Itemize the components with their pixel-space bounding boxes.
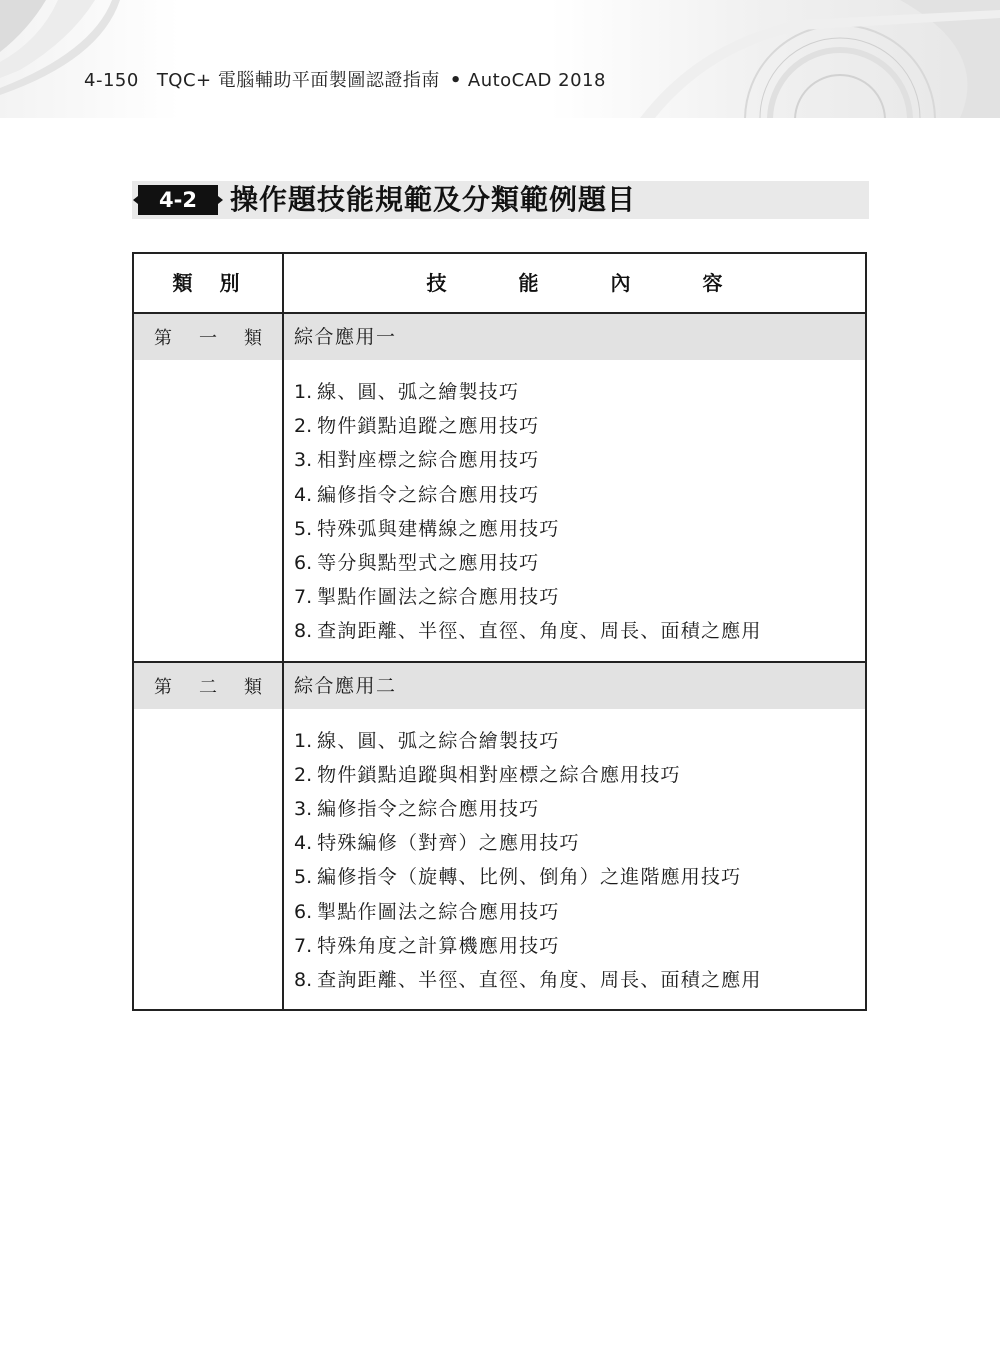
- skill-item: [294, 826, 865, 860]
- skill-number: 4.: [294, 832, 313, 855]
- category-items-row: [134, 360, 865, 661]
- category-name-char: 一: [199, 328, 217, 349]
- header-bullet: •: [449, 70, 462, 91]
- section-title: 操作題技能規範及分類範例題目: [230, 183, 637, 216]
- category-row: [134, 314, 865, 360]
- category-row: [134, 661, 865, 709]
- skill-number: 3.: [294, 798, 313, 821]
- skill-number: 2.: [294, 415, 313, 438]
- running-header: [84, 66, 606, 92]
- column-header-char: 技: [426, 271, 447, 295]
- book-title: TQC+ 電腦輔助平面製圖認證指南: [156, 70, 440, 91]
- skill-item: [294, 860, 865, 894]
- skill-item: [294, 409, 865, 443]
- skill-item: [294, 963, 865, 997]
- table-header-row: [134, 254, 865, 314]
- skill-item: [294, 375, 865, 409]
- skill-item: [294, 758, 865, 792]
- category-name-char: 第: [154, 328, 172, 349]
- skill-text: 等分與點型式之應用技巧: [317, 552, 540, 575]
- skill-number: 7.: [294, 586, 313, 609]
- category-items-row: [134, 709, 865, 1010]
- skill-item: [294, 895, 865, 929]
- category-title: 綜合應用一: [294, 326, 397, 348]
- skill-text: 特殊編修（對齊）之應用技巧: [317, 832, 580, 855]
- skill-number: 7.: [294, 934, 313, 957]
- skill-text: 編修指令之綜合應用技巧: [317, 798, 540, 821]
- skill-number: 5.: [294, 517, 313, 540]
- skill-text: 物件鎖點追蹤之應用技巧: [317, 415, 540, 438]
- skill-item: [294, 478, 865, 512]
- skill-number: 3.: [294, 449, 313, 472]
- skill-list: [284, 709, 865, 1010]
- skill-text: 特殊弧與建構線之應用技巧: [317, 517, 560, 540]
- skill-number: 4.: [294, 483, 313, 506]
- skill-number: 1.: [294, 381, 313, 403]
- skill-text: 掣點作圖法之綜合應用技巧: [317, 900, 560, 923]
- skills-table: [132, 252, 867, 1011]
- category-name-char: 二: [199, 676, 217, 698]
- decorative-swirl-graphic: [0, 0, 1000, 118]
- skill-item: [294, 792, 865, 826]
- column-header-content: [284, 254, 865, 312]
- skill-text: 查詢距離、半徑、直徑、角度、周長、面積之應用: [317, 969, 762, 992]
- skill-text: 編修指令之綜合應用技巧: [317, 483, 540, 506]
- skill-number: 6.: [294, 900, 313, 923]
- software-name: AutoCAD 2018: [467, 70, 606, 91]
- skill-text: 編修指令（旋轉、比例、倒角）之進階應用技巧: [317, 866, 742, 889]
- empty-category-cell: [134, 360, 284, 661]
- skill-number: 5.: [294, 866, 313, 889]
- category-name-char: 第: [154, 676, 172, 698]
- skill-item: [294, 546, 865, 580]
- skill-text: 查詢距離、半徑、直徑、角度、周長、面積之應用: [317, 620, 762, 643]
- category-title: 綜合應用二: [294, 674, 397, 697]
- category-name-char: 類: [244, 676, 262, 698]
- skill-number: 8.: [294, 620, 313, 643]
- column-header-char: 容: [702, 271, 723, 295]
- skill-text: 掣點作圖法之綜合應用技巧: [317, 586, 560, 609]
- section-number-badge: 4-2: [138, 185, 218, 215]
- skill-list: [284, 360, 865, 661]
- category-name-char: 類: [244, 328, 262, 349]
- skill-item: [294, 512, 865, 546]
- skill-number: 2.: [294, 763, 313, 786]
- skill-item: [294, 929, 865, 963]
- skill-text: 特殊角度之計算機應用技巧: [317, 934, 560, 957]
- skill-text: 物件鎖點追蹤與相對座標之綜合應用技巧: [317, 763, 681, 786]
- skill-text: 相對座標之綜合應用技巧: [317, 449, 540, 472]
- column-header-char: 內: [610, 271, 631, 295]
- category-name: [134, 663, 284, 709]
- column-header-category: 類 別: [134, 254, 284, 312]
- page-header-band: [0, 0, 1000, 118]
- skill-item: [294, 443, 865, 477]
- skill-item: [294, 724, 865, 758]
- skill-number: 8.: [294, 969, 313, 992]
- column-header-char: 能: [518, 271, 539, 295]
- category-name: [134, 314, 284, 360]
- skill-item: [294, 580, 865, 614]
- page-number: 4-150: [84, 70, 139, 91]
- section-heading: [132, 181, 869, 219]
- skill-text: 線、圓、弧之綜合繪製技巧: [317, 729, 560, 752]
- skill-text: 線、圓、弧之繪製技巧: [317, 381, 520, 403]
- empty-category-cell: [134, 709, 284, 1010]
- skill-item: [294, 614, 865, 648]
- skill-number: 6.: [294, 552, 313, 575]
- skill-number: 1.: [294, 729, 313, 752]
